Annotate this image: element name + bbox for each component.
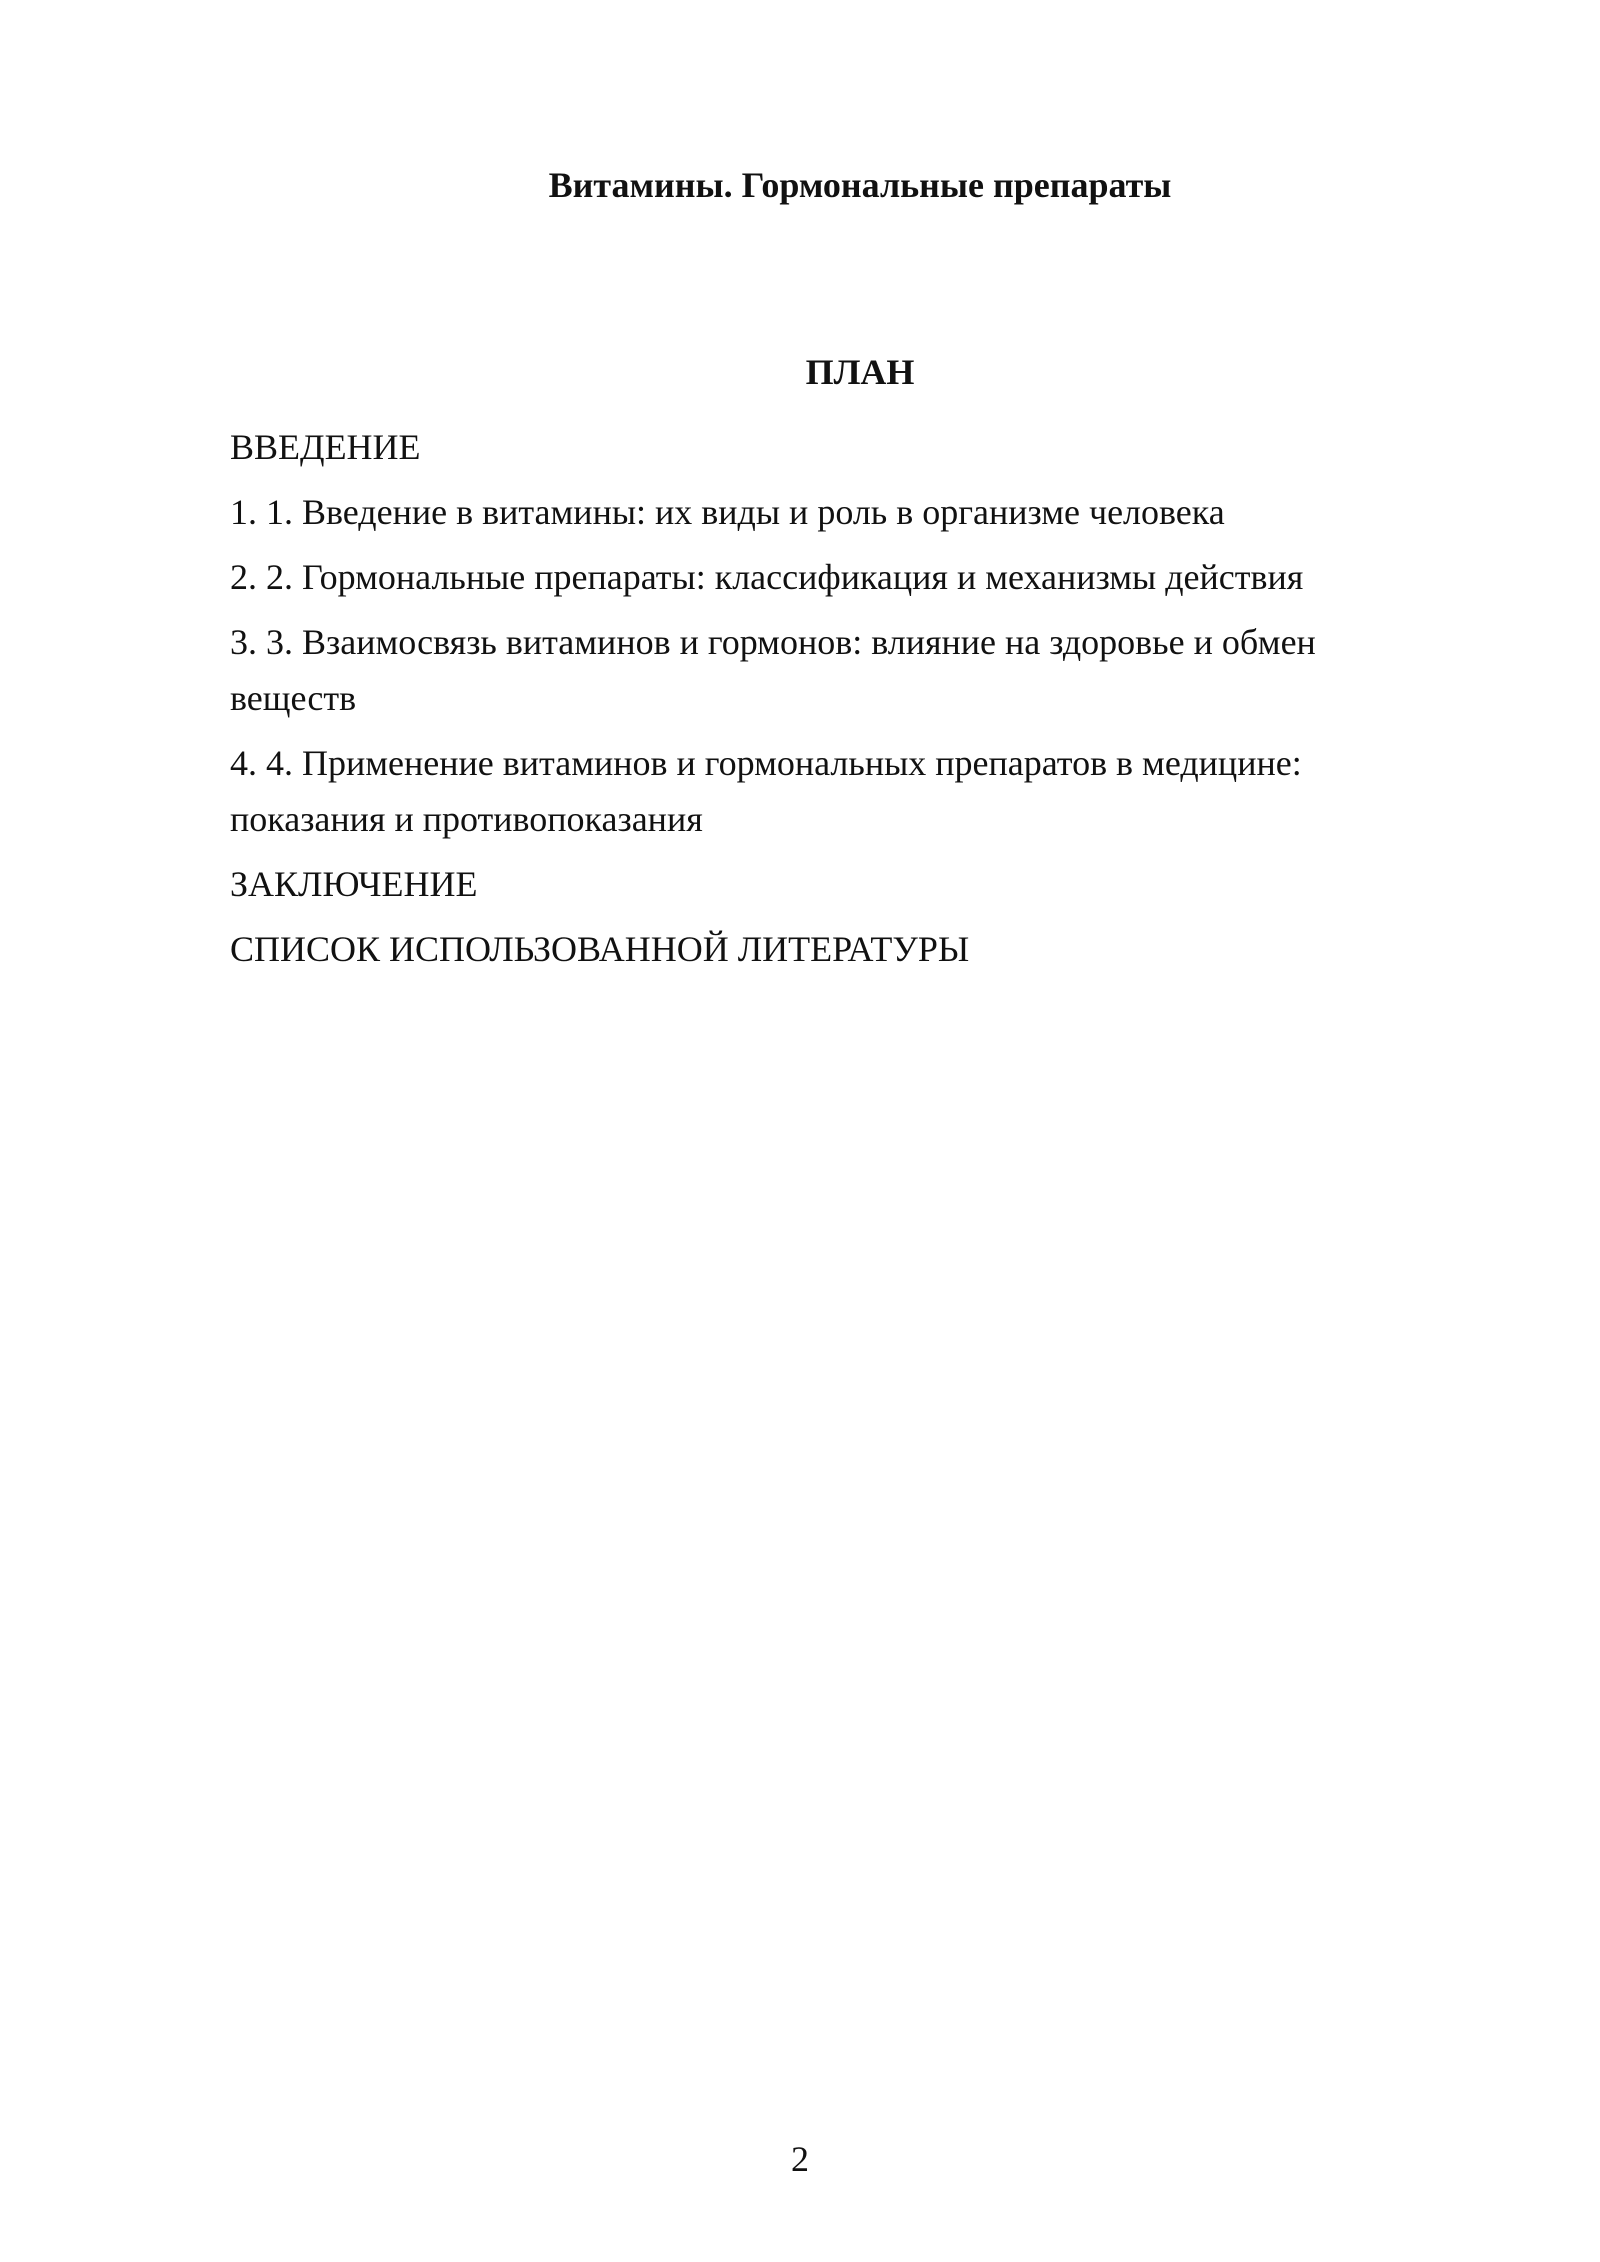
page-number: 2 xyxy=(791,2139,809,2179)
toc-item-references: СПИСОК ИСПОЛЬЗОВАННОЙ ЛИТЕРАТУРЫ xyxy=(230,929,970,969)
toc-item-2: 2. 2. Гормональные препараты: классификация и механизмы действия xyxy=(230,557,1304,597)
document-title: Витамины. Гормональные препараты xyxy=(548,165,1172,205)
toc-item-3: 3. 3. Взаимосвязь витаминов и гормонов: влияние на здоровье и обмен веществ xyxy=(230,622,1316,718)
table-of-contents xyxy=(230,419,1410,986)
toc-item-conclusion: ЗАКЛЮЧЕНИЕ xyxy=(230,864,478,904)
toc-item-introduction: ВВЕДЕНИЕ xyxy=(230,427,421,467)
toc-item-4: 4. 4. Применение витаминов и гормональных препаратов в медицине: показания и противопоказания xyxy=(230,743,1302,839)
plan-heading: ПЛАН xyxy=(805,352,915,392)
toc-item-1: 1. 1. Введение в витамины: их виды и роль в организме человека xyxy=(230,492,1225,532)
